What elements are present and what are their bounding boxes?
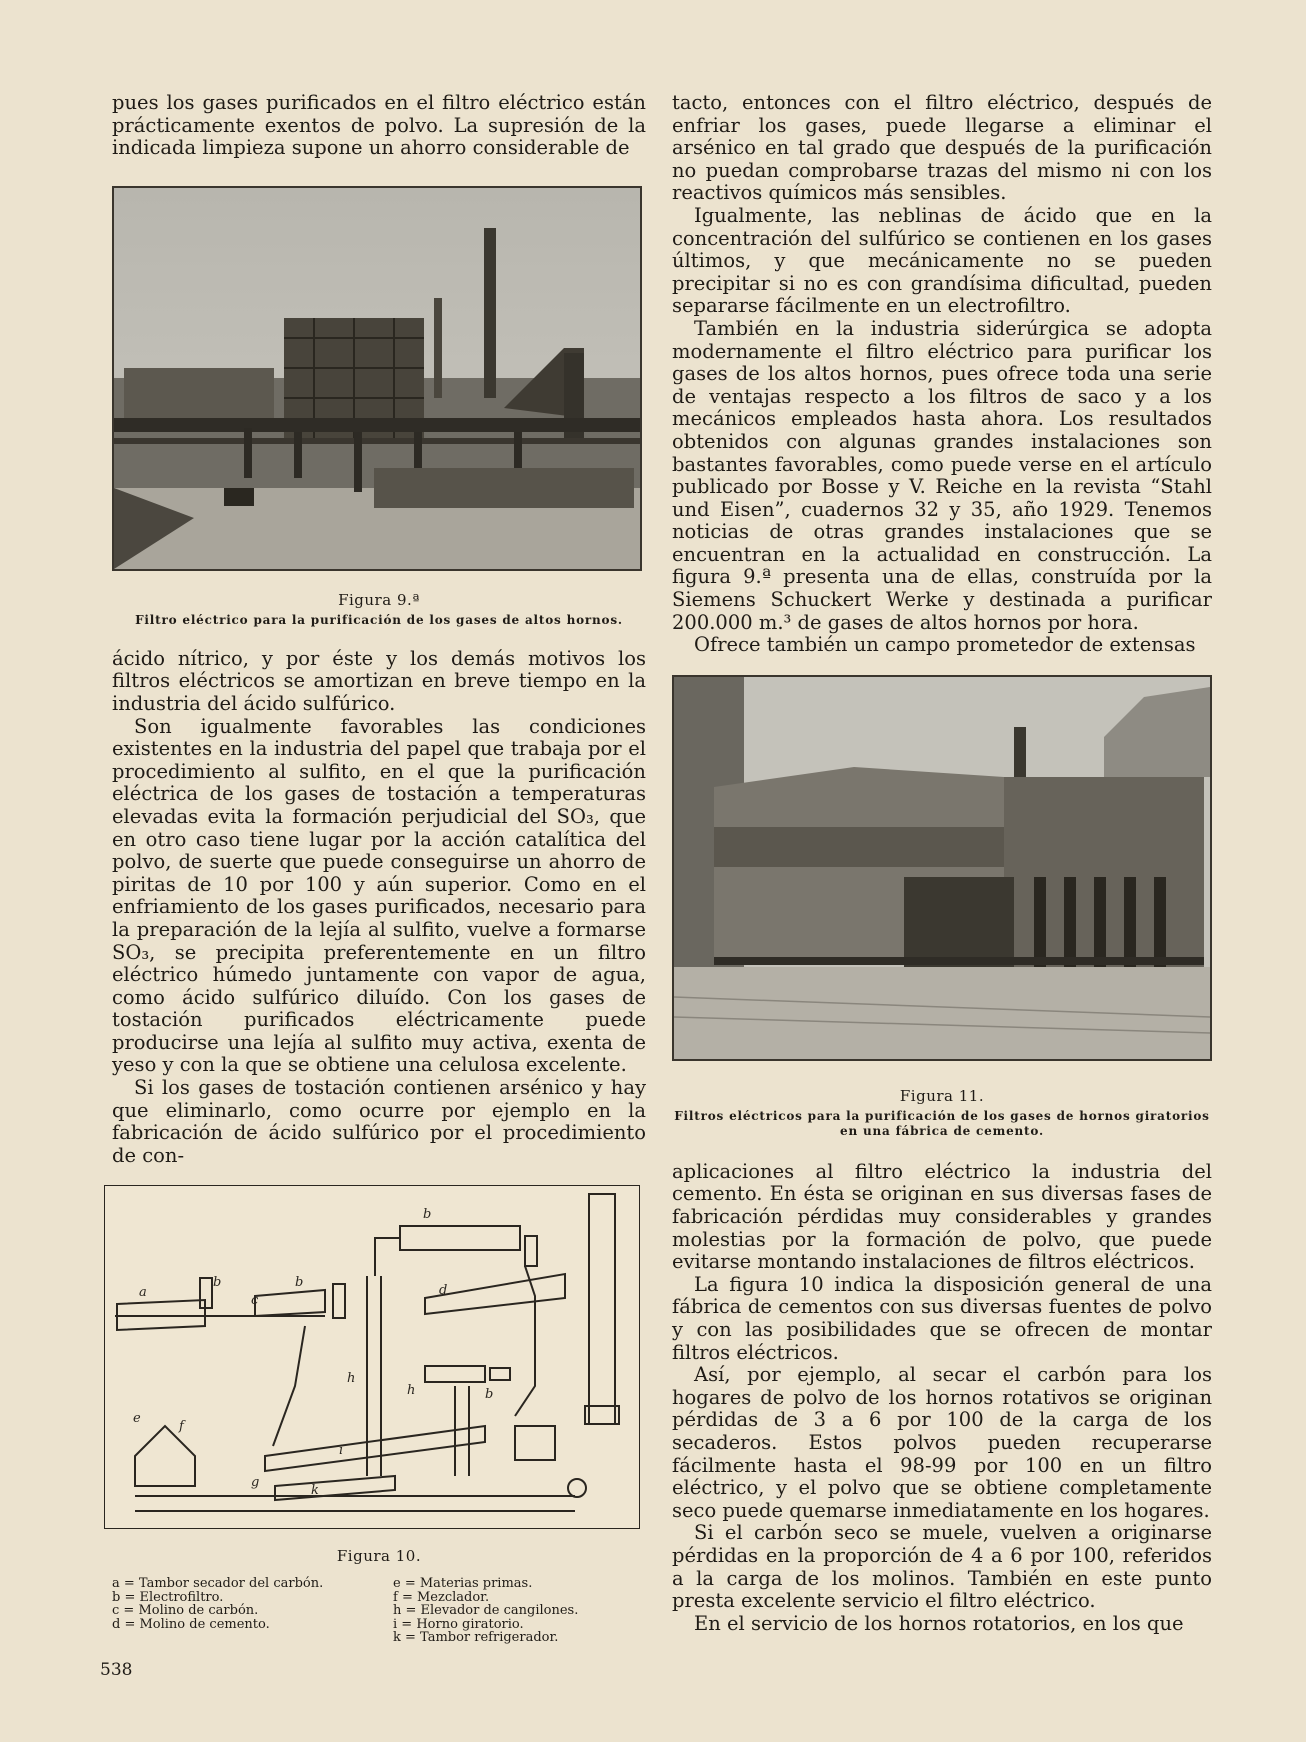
right-paragraph-2: Igualmente, las neblinas de ácido que en la concentración del sulfúrico se contienen en los gases últimos, y que mecánicamente no se pueden precipitar si no es con grandísima dificultad, pueden separarse fácilmente en un electrofiltro.	[672, 203, 1212, 318]
legend-item: a = Tambor secador del carbón.	[112, 1576, 324, 1592]
left-paragraph-2: ácido nítrico, y por éste y los demás motivos los filtros eléctricos se amortizan en breve tiempo en la industria del ácido sulfúrico.	[112, 646, 646, 715]
legend-item: b = Electrofiltro.	[112, 1589, 224, 1605]
legend-item: h = Elevador de cangilones.	[393, 1603, 579, 1619]
right-paragraph-3: También en la industria siderúrgica se adopta modernamente el filtro eléctrico para purificar los gases de los altos hornos, pues ofrece toda una serie de ventajas respecto a los filtros de saco y a los mecánicos empleados hasta ahora. Los resultados obtenidos con algunas grandes instalaciones son bastantes favorables, como puede verse en el artículo publicado por Bosse y V. Reiche en la revista “Stahl und Eisen”, cuadernos 32 y 35, año 1929. Tenemos noticias de otras grandes instalaciones que se encuentran en la actualidad en construcción. La figura 9.ª presenta una de ellas, construída por la Siemens Schuckert Werke y destinada a purificar 200.000 m.³ de gases de altos hornos por hora.	[672, 316, 1212, 634]
cement-plant-diagram	[105, 1186, 638, 1527]
diagram-label-c: c	[251, 1293, 259, 1309]
right-column	[672, 92, 1212, 1635]
diagram-label-g: g	[251, 1475, 260, 1491]
left-paragraph-3: Son igualmente favorables las condiciones existentes en la industria del papel que trabaja por el procedimiento al sulfito, en el que la purificación eléctrica de los gases de tostación a temperaturas elevadas evita la formación perjudicial del SO₃, que en otro caso tiene lugar por la acción catalítica del polvo, de suerte que puede conseguirse un ahorro de piritas de 10 por 100 y aún superior. Como en el enfriamiento de los gases purificados, necesario para la preparación de la lejía al sulfito, vuelve a formarse SO₃, se precipita preferentemente en un filtro eléctrico húmedo juntamente con vapor de agua, como ácido sulfúrico diluído. Con los gases de tostación purificados eléctricamente puede producirse una lejía al sulfito muy activa, exenta de yeso y con la que se obtiene una celulosa excelente.	[112, 714, 646, 1077]
right-paragraph-1: tacto, entonces con el filtro eléctrico, después de enfriar los gases, puede llegarse a eliminar el arsénico en tal grado que después de la purificación no puedan comprobarse trazas del mismo ni con los reactivos químicos más sensibles.	[672, 91, 1212, 205]
left-column	[112, 92, 646, 1645]
cement-plant-photo	[674, 677, 1210, 1059]
legend-item	[112, 1631, 365, 1645]
diagram-label-b: b	[213, 1275, 222, 1291]
figure-10-legend	[112, 1577, 646, 1645]
right-paragraph-4: Ofrece también un campo prometedor de extensas	[694, 633, 1196, 657]
diagram-label-d: d	[439, 1283, 448, 1299]
diagram-label-a: a	[139, 1285, 147, 1301]
figure-9-caption: Filtro eléctrico para la purificación de los gases de altos hornos.	[135, 612, 623, 627]
right-paragraph-6: La figura 10 indica la disposición general de una fábrica de cementos con sus diversas fuentes de polvo y con las posibilidades que se ofrecen de montar filtros eléctricos.	[672, 1272, 1212, 1364]
diagram-label-b: b	[423, 1207, 432, 1223]
figure-11-caption: Filtros eléctricos para la purificación de los gases de hornos giratorios en una fábrica de cemento.	[674, 1108, 1210, 1138]
legend-item: d = Molino de cemento.	[112, 1616, 270, 1632]
right-paragraph-7: Así, por ejemplo, al secar el carbón para los hogares de polvo de los hornos rotativos se originan pérdidas de 3 a 6 por 100 de la carga de los secaderos. Estos polvos pueden recuperarse fácilmente hasta el 98-99 por 100 en un filtro eléctrico, y el polvo que se obtiene completamente seco puede quemarse inmediatamente en los hogares.	[672, 1363, 1212, 1522]
legend-item: f = Mezclador.	[393, 1589, 490, 1605]
figure-10-title: Figura 10.	[336, 1547, 422, 1566]
diagram-label-h: h	[347, 1371, 356, 1387]
page-number: 538	[100, 1660, 133, 1680]
legend-item: k = Tambor refrigerador.	[393, 1630, 559, 1646]
left-paragraph-4: Si los gases de tostación contienen arsénico y hay que eliminarlo, como ocurre por ejemplo en la fabricación de ácido sulfúrico por el procedimiento de con-	[112, 1076, 646, 1167]
right-paragraph-5: aplicaciones al filtro eléctrico la industria del cemento. En ésta se originan en sus diversas fases de fabricación pérdidas muy considerables y grandes molestias por la formación de polvo, que puede evitarse montando instalaciones de filtros eléctricos.	[672, 1159, 1212, 1274]
figure-9-title: Figura 9.ª	[338, 590, 420, 609]
figure-11-title: Figura 11.	[899, 1086, 985, 1105]
right-paragraph-8: Si el carbón seco se muele, vuelven a originarse pérdidas en la proporción de 4 a 6 por 100, referidos a la carga de los molinos. También en este punto presta excelente servicio el filtro eléctrico.	[672, 1521, 1212, 1613]
right-paragraph-9: En el servicio de los hornos rotatorios, en los que	[694, 1611, 1184, 1635]
diagram-label-b: b	[485, 1387, 494, 1403]
legend-item: i = Horno giratorio.	[393, 1616, 524, 1632]
blast-furnace-photo	[114, 188, 640, 569]
diagram-label-e: e	[133, 1411, 141, 1427]
legend-item: c = Molino de carbón.	[112, 1603, 259, 1619]
left-paragraph-1: pues los gases purificados en el filtro eléctrico están prácticamente exentos de polvo. La supresión de la indicada limpieza supone un ahorro considerable de	[112, 91, 646, 160]
diagram-label-b: b	[295, 1275, 304, 1291]
diagram-label-f: f	[179, 1419, 184, 1435]
diagram-label-i: i	[339, 1443, 344, 1459]
figure-9-photo	[112, 186, 642, 571]
diagram-label-h: h	[407, 1383, 416, 1399]
diagram-label-k: k	[311, 1483, 319, 1499]
legend-item: e = Materias primas.	[393, 1576, 533, 1592]
figure-10-diagram	[104, 1185, 640, 1529]
figure-11-photo	[672, 675, 1212, 1061]
